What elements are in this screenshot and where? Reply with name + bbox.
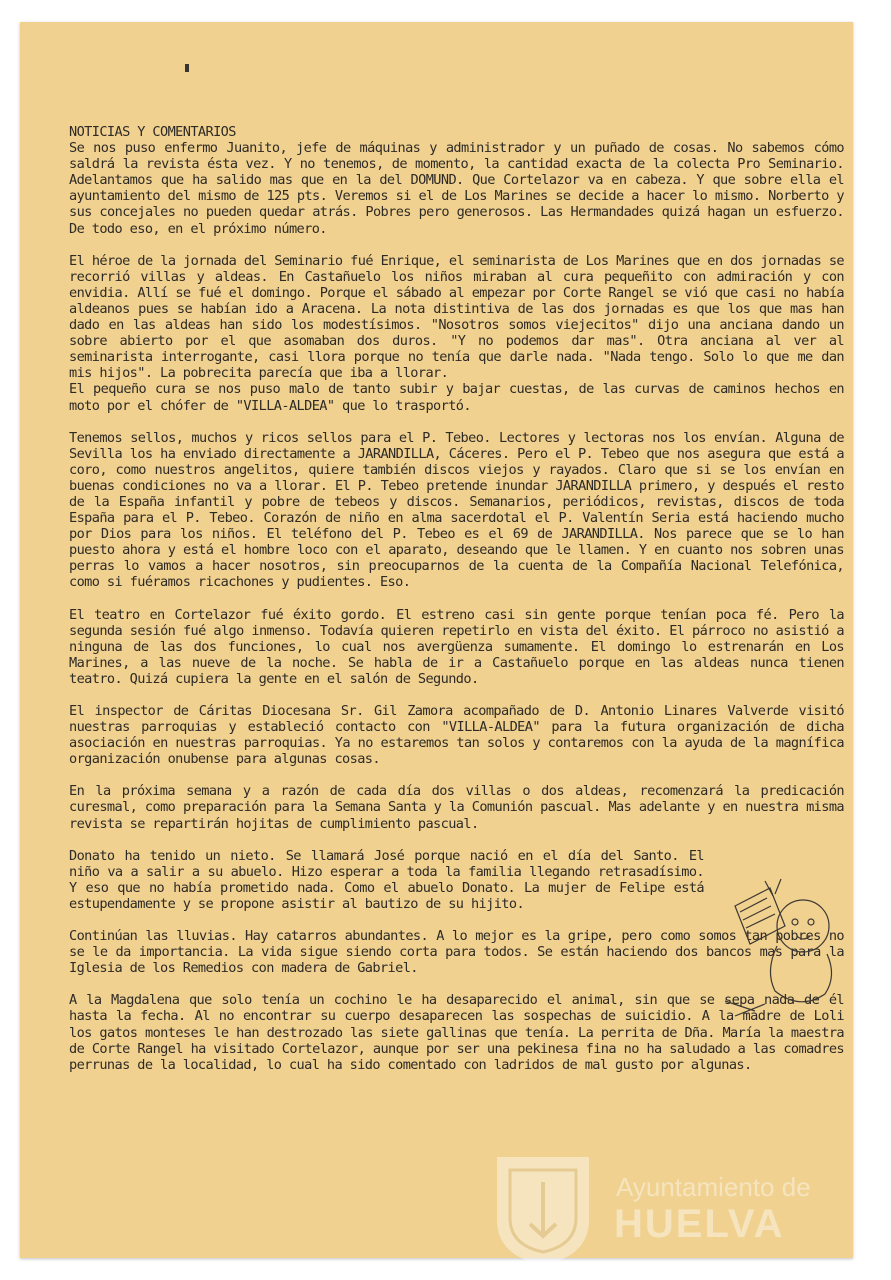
paragraph-cura: El pequeño cura se nos puso malo de tanto subir y bajar cuestas, de las curvas de caminos hechos en moto por el chófer de "VILLA-ALDEA" que lo trasportó. (69, 381, 844, 414)
baby-cartoon-icon (715, 876, 840, 1021)
paragraph-teatro: El teatro en Cortelazor fué éxito gordo. El estreno casi sin gente porque tenían poca fé. Pero la segunda sesión fué algo inmenso. Todavía quieren repetirlo en vista del éxito. El párroco no asistió a ninguna de las dos funciones, lo cual nos avergüenza sumamente. El domingo lo estrenarán en Los Marines, a las nueve de la noche. Se habla de ir a Castañuelo porque en las aldeas nunca tienen teatro. Quizá cupiera la gente en el salón de Segundo. (69, 606, 844, 687)
watermark-line2: HUELVA (614, 1202, 785, 1246)
paragraph-tebeo: Tenemos sellos, muchos y ricos sellos para el P. Tebeo. Lectores y lectoras nos los envían. Alguna de Sevilla los ha enviado directamente a JARANDILLA, Cáceres. Pero el P. Tebeo que nos asegura que está a coro, como nuestros angelitos, quiere también discos viejos y rayados. Claro que si se los envían en buenas condiciones no va a llorar. El P. Tebeo pretende inundar JARANDILLA primero, y después el resto de la España infantil y pobre de tebeos y discos. Semanarios, periódicos, revistas, discos de toda España para el P. Tebeo. Corazón de niño en alma sacerdotal el P. Valentín Seria está haciendo mucho por Dios para los niños. El teléfono del P. Tebeo es el 69 de JARANDILLA. Nos parece que se lo han puesto ahora y está el hombre loco con el aparato, deseando que le llamen. Y en cuanto nos sobren unas perras lo vamos a hacer nosotros, sin preocuparnos de la cuenta de la Compañía Nacional Telefónica, como si fuéramos ricachones y pudientes. Eso. (69, 429, 844, 591)
paragraph-seminario: El héroe de la jornada del Seminario fué Enrique, el seminarista de Los Marines que en dos jornadas se recorrió villas y aldeas. En Castañuelo los niños miraban al cura pequeñito con admiración y con envidia. Allí se fué el domingo. Porque el sábado al empezar por Corte Rangel se vió que casi no había aldeanos pues se habían ido a Aracena. La nota distintiva de las dos jornadas es que los que mas han dado en las aldeas han sido los modestísimos. "Nosotros somos viejecitos" dijo una anciana dando un sobre abierto por el que asomaban dos duros. "Y no podemos dar mas". Otra anciana al ver al seminarista interrogante, casi llora porque no tenía que darle nada. "Nada tengo. Solo lo que me dan mis hijos". La pobrecita parecía que iba a llorar. (69, 252, 844, 382)
paragraph-lluvias: Continúan las lluvias. Hay catarros abundantes. A lo mejor es la gripe, pero como somos tan pobres no se le da importancia. La vida sigue siendo corta para todos. Se están haciendo dos bancos mas para la Iglesia de los Remedios con madera de Gabriel. (69, 928, 844, 977)
watermark (488, 1150, 818, 1270)
paragraph-caritas: El inspector de Cáritas Diocesana Sr. Gil Zamora acompañado de D. Antonio Linares Valverde visitó nuestras parroquias y estableció contacto con "VILLA-ALDEA" para la futura organización de dicha asociación en nuestras parroquias. Ya no estaremos tan solos y contaremos con la ayuda de la magnífica organización onubense para algunas cosas. (69, 703, 844, 768)
paragraph-magdalena: A la Magdalena que solo tenía un cochino le ha desaparecido el animal, sin que se sepa nada de él hasta la fecha. Al no encontrar su cuerpo desaparecen las sospechas de suicidio. A la madre de Loli los gatos monteses le han destrozado las siete gallinas que tenía. La perrita de Dña. María la maestra de Corte Rangel ha visitado Cortelazor, aunque por ser una pekinesa fina no ha saludado a las comadres perrunas de la localidad, lo cual ha sido comentado con ladridos de mal gusto por algunas. (69, 992, 844, 1073)
paragraph-colecta: Se nos puso enfermo Juanito, jefe de máquinas y administrador y un puñado de cosas. No sabemos cómo saldrá la revista ésta vez. Y no tenemos, de momento, la cantidad exacta de la colecta Pro Seminario. Adelantamos que ha salido mas que en la del DOMUND. Que Cortelazor va en cabeza. Y que sobre ella el ayuntamiento del mismo de 125 pts. Veremos si el de Los Marines se decide a hacer lo mismo. Norberto y sus concejales no pueden quedar atrás. Pobres pero generosos. Las Hermandades quizá hagan un esfuerzo. De todo eso, en el próximo número. (69, 140, 844, 237)
paragraph-predicacion: En la próxima semana y a razón de cada día dos villas o dos aldeas, recomenzará la predicación curesmal, como preparación para la Semana Santa y la Comunión pascual. Mas adelante y en nuestra misma revista se repartirán hojitas de cumplimiento pascual. (69, 783, 844, 832)
watermark-line1: Ayuntamiento de (616, 1172, 811, 1202)
paragraph-donato: Donato ha tenido un nieto. Se llamará José porque nació en el día del Santo. El niño va a salir a su abuelo. Hizo esperar a toda la familia llegando retrasadísimo. Y eso que no había prometido nada. Como el abuelo Donato. La mujer de Felipe está estupendamente y se propone asistir al bautizo de su hijito. (69, 847, 704, 912)
city-seal-icon (488, 1150, 598, 1268)
document-title: NOTICIAS Y COMENTARIOS (69, 124, 236, 140)
ink-mark (185, 64, 189, 72)
